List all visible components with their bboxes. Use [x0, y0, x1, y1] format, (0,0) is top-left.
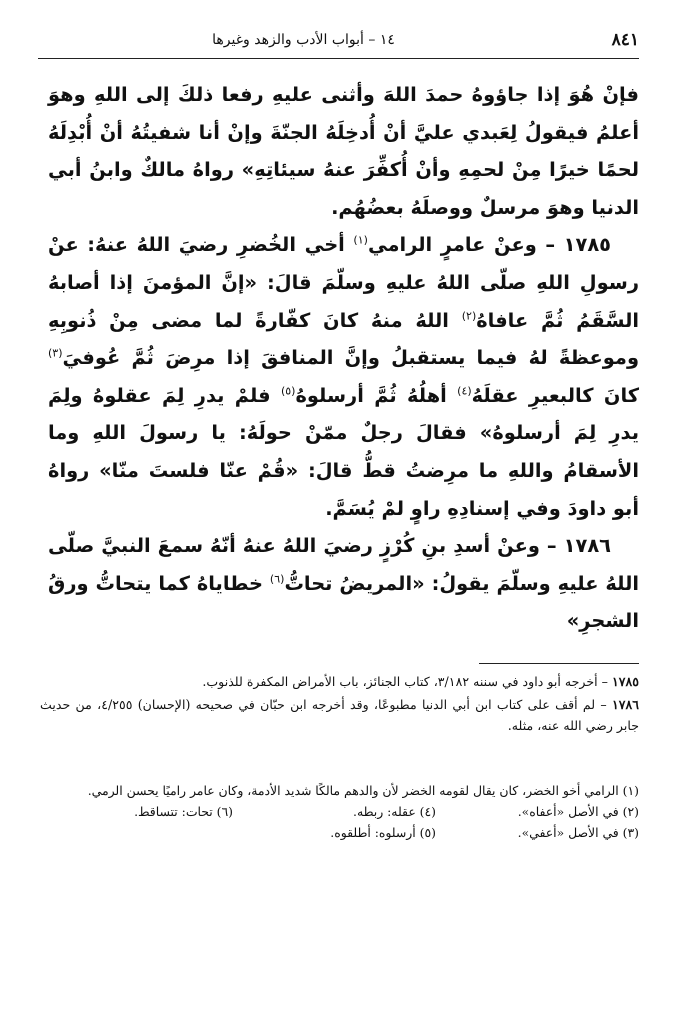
takhrij-number: ١٧٨٦	[611, 697, 640, 712]
takhrij-footnotes	[40, 671, 639, 738]
main-text	[48, 76, 639, 640]
hadith-number: ١٧٨٦	[563, 534, 611, 558]
paragraph-continuation: فإنْ هُوَ إذا جاؤوهُ حمدَ اللهَ وأثنى عليهِ رفعا ذلكَ إلى اللهِ وهوَ أعلمُ فيقولُ لِعَبدي عليَّ أنْ أُدخِلَهُ الجنّةَ وإنْ أنا شفيتُهُ أنْ أُبْدِلَهُ لحمًا خيرًا مِنْ لحمِهِ وأنْ أُكفِّرَ عنهُ سيئاتِهِ» رواهُ مالكٌ وابنُ أبي الدنيا وهوَ مرسلٌ ووصلَهُ بعضُهُم.	[48, 83, 639, 219]
footnote-marker: (١)	[353, 233, 368, 247]
hadith-text: خطاياهُ كما يتحاتُّ ورقُ الشجرِ»	[48, 571, 639, 633]
takhrij-text: – لم أقف على كتاب ابن أبي الدنيا مطبوعًا، وقد أخرجه ابن حبّان في صحيحه (الإحسان) ٤/٢٥٥، من حديث جابر رضي الله عنه، مثله.	[40, 697, 639, 733]
hadith-text: اللهُ منهُ كانَ كفّارةً لما مضى مِنْ ذُنوبِهِ وموعظةً لهُ فيما يستقبلُ وإنَّ المنافقَ إذا مرِضَ ثُمَّ عُوفيَ	[48, 308, 639, 370]
note-4: (٤) عقله: ربطه.	[353, 804, 436, 819]
takhrij-text: – أخرجه أبو داود في سننه ٣/١٨٢، كتاب الجنائز، باب الأمراض المكفرة للذنوب.	[202, 674, 612, 689]
takhrij-number: ١٧٨٥	[611, 674, 639, 689]
notes-grid	[40, 801, 639, 843]
note-6: (٦) تحات: تتساقط.	[134, 804, 233, 819]
footnote-marker: (٣)	[48, 346, 63, 360]
footnote-divider	[479, 663, 639, 664]
hadith-text: كانَ كالبعيرِ عقلَهُ	[471, 383, 640, 407]
footnote-marker: (٦)	[269, 572, 285, 586]
note-2: (٢) في الأصل «أعفاه».	[517, 804, 639, 819]
page-number: ٨٤١	[611, 30, 639, 50]
footnote-marker: (٤)	[457, 384, 472, 398]
explanatory-notes	[40, 780, 639, 843]
hadith-text: أهلُهُ ثُمَّ أرسلوهُ	[295, 383, 458, 407]
hadith-1785	[48, 226, 639, 527]
note-1: (١) الرامي أخو الخضر، كان يقال لقومه الخضر لأن والدهم مالكًا شديد الأدمة، وكان عامر راميًا يحسن الرمي.	[87, 783, 639, 798]
takhrij-item	[40, 694, 639, 736]
note-3: (٣) في الأصل «أعفي».	[517, 825, 639, 840]
footnote-marker: (٢)	[461, 309, 477, 323]
section-title: ١٤ – أبواب الأدب والزهد وغيرها	[212, 32, 395, 48]
hadith-number: ١٧٨٥	[563, 233, 611, 257]
footnote-marker: (٥)	[280, 384, 296, 398]
hadith-text: – وعنْ عامرٍ الرامي	[367, 233, 564, 257]
hadith-1786	[48, 527, 639, 640]
hadith-text: – وعنْ أسدِ بنِ كُرْزٍ رضيَ اللهُ عنهُ أنّهُ سمعَ النبيَّ صلّى اللهُ عليهِ وسلّمَ يقولُ: «المريضُ تحاتُّ	[48, 534, 640, 595]
hadith-text: فلمْ يدرِ لِمَ عقلوهُ ولِمَ يدرِ لِمَ أرسلوهُ» فقالَ رجلٌ ممّنْ حولَهُ: يا رسولَ اللهِ وما الأسقامُ واللهِ ما مرِضتُ قطُّ قالَ: «قُمْ عنّا فلستَ منّا» رواهُ أبو داودَ وفي إسنادِهِ راوٍ لمْ يُسَمَّ.	[48, 383, 639, 520]
takhrij-item	[40, 671, 639, 692]
running-header	[38, 28, 639, 59]
note-5: (٥) أرسلوه: أطلقوه.	[330, 825, 436, 840]
hadith-text: أخي الخُضرِ رضيَ اللهُ عنهُ: عنْ رسولِ اللهِ صلّى اللهُ عليهِ وسلّمَ قالَ: «إنَّ المؤمنَ إذا أصابهُ السَّقَمُ ثُمَّ عافاهُ	[48, 233, 639, 332]
